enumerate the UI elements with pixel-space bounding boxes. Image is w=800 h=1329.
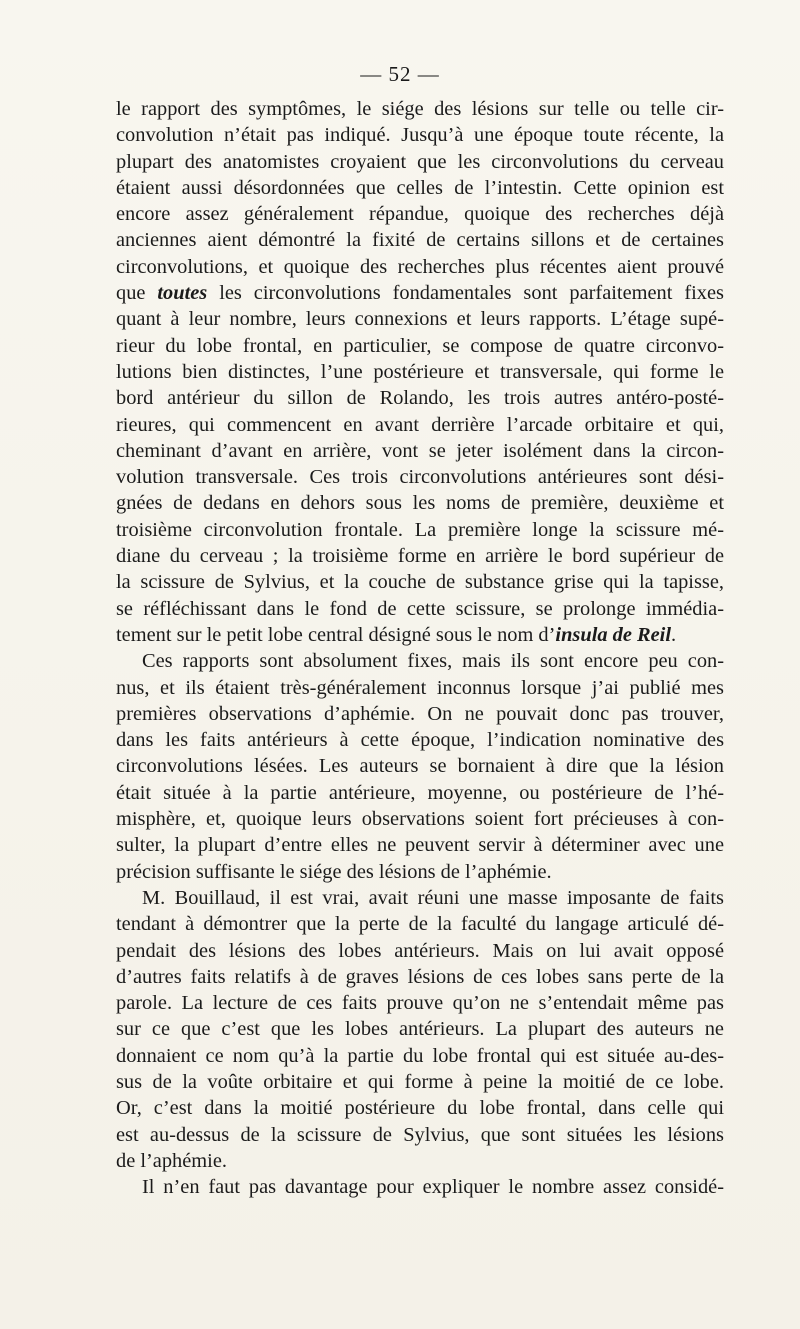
text-line: parole. La lecture de ces faits prouve qu’on ne s’entendait même pas [116,992,724,1015]
text-line: se réfléchissant dans le fond de cette scissure, se prolonge immédia- [116,597,724,620]
text-line: volution transversale. Ces trois circonvolutions antérieures sont dési- [116,466,724,489]
text-line: sur ce que c’est que les lobes antérieurs. La plupart des auteurs ne [116,1018,724,1041]
text-line: misphère, et, quoique leurs observations soient fort précieuses à con- [116,808,724,831]
text-line: donnaient ce nom qu’à la partie du lobe frontal qui est située au-des- [116,1044,724,1067]
text-line: d’autres faits relatifs à de graves lésions de ces lobes sans perte de la [116,965,724,988]
paragraph-2 [116,648,724,885]
text-line: était située à la partie antérieure, moyenne, ou postérieure de l’hé- [116,781,724,804]
text-line: tendant à démontrer que la perte de la faculté du langage articulé dé- [116,913,724,936]
text-line: que toutes les circonvolutions fondamentales sont parfaitement fixes [116,282,724,305]
text-line: rieur du lobe frontal, en particulier, se compose de quatre circonvo- [116,334,724,357]
text-line: cheminant d’avant en arrière, vont se jeter isolément dans la circon- [116,439,724,462]
paragraph-1 [116,96,724,648]
text-line: Or, c’est dans la moitié postérieure du lobe frontal, dans celle qui [116,1097,724,1120]
text-line: le rapport des symptômes, le siége des lésions sur telle ou telle cir- [116,98,724,120]
text-line: premières observations d’aphémie. On ne pouvait donc pas trouver, [116,702,724,725]
text-line: troisième circonvolution frontale. La première longe la scissure mé- [116,518,724,541]
text-line: rieures, qui commencent en avant derrière l’arcade orbitaire et qui, [116,413,724,436]
text-line: est au-dessus de la scissure de Sylvius, que sont situées les lésions [116,1123,724,1146]
text-line: anciennes aient démontré la fixité de certains sillons et de certaines [116,229,724,252]
paragraph-3 [116,885,724,1174]
body-text [116,96,724,1200]
italic-emphasis: toutes [157,282,208,305]
text-line: sus de la voûte orbitaire et qui forme à peine la moitié de ce lobe. [116,1070,724,1093]
text-line: circonvolutions lésées. Les auteurs se bornaient à dire que la lésion [116,755,724,778]
text-line: gnées de dedans en dehors sous les noms de première, deuxième et [116,492,724,515]
text-line: encore assez généralement répandue, quoique des recherches déjà [116,203,724,226]
text-line: tement sur le petit lobe central désigné sous le nom d’insula de Reil. [116,623,677,646]
text-line: Il n’en faut pas davantage pour expliquer le nombre assez considé- [142,1176,724,1199]
text-line: étaient aussi désordonnées que celles de l’intestin. Cette opinion est [116,176,724,199]
text-line: sulter, la plupart d’entre elles ne peuvent servir à déterminer avec une [116,834,724,857]
text-line: quant à leur nombre, leurs connexions et leurs rapports. L’étage supé- [116,308,724,331]
text-line: lutions bien distinctes, l’une postérieure et transversale, qui forme le [116,360,724,383]
text-line: pendait des lésions des lobes antérieurs. Mais on lui avait opposé [116,939,724,962]
text-line: de l’aphémie. [116,1149,227,1172]
text-line: nus, et ils étaient très-généralement inconnus lorsque j’ai publié mes [116,676,724,699]
text-line: M. Bouillaud, il est vrai, avait réuni une masse imposante de faits [142,886,724,909]
text-line: diane du cerveau ; la troisième forme en arrière le bord supérieur de [116,545,724,568]
text-line: circonvolutions, et quoique des recherches plus récentes aient prouvé [116,255,724,278]
text-line: plupart des anatomistes croyaient que les circonvolutions du cerveau [116,150,724,173]
text-line: bord antérieur du sillon de Rolando, les trois autres antéro-posté- [116,387,724,410]
text-line: précision suffisante le siége des lésions de l’aphémie. [116,860,552,883]
text-line: convolution n’était pas indiqué. Jusqu’à une époque toute récente, la [116,124,724,147]
text-line: dans les faits antérieurs à cette époque, l’indication nominative des [116,729,724,752]
text-line: Ces rapports sont absolument fixes, mais ils sont encore peu con- [142,650,724,673]
text-line: la scissure de Sylvius, et la couche de substance grise qui la tapisse, [116,571,724,594]
paragraph-4 [116,1174,724,1200]
italic-emphasis: insula de Reil [555,623,671,646]
page-number: — 52 — [360,62,440,86]
